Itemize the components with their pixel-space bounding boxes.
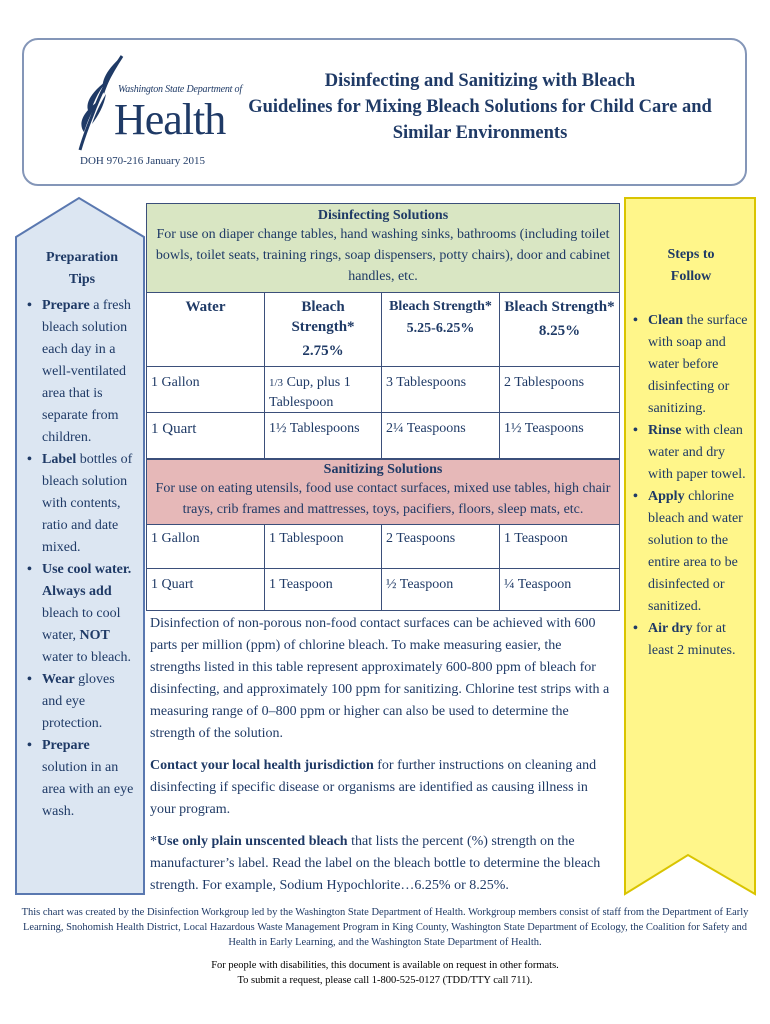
sanitizing-section-header	[146, 459, 620, 525]
list-item: • Air dry for at least 2 minutes.	[633, 621, 736, 658]
unscented-paragraph: *Use only plain unscented bleach that lists the percent (%) strength on the manufacturer’s label. Read the label on the bleach bottle to determine the bleach strength. For example, Sodium Hypochlorite…6.25% or 8.25%.	[150, 834, 601, 893]
title-line-2: Guidelines for Mixing Bleach Solutions for Child Care and	[248, 97, 712, 117]
dose-cell: 1 Teaspoon	[265, 569, 382, 610]
dose-cell: 1/3 Cup, plus 1 Tablespoon	[265, 367, 382, 412]
list-item: • Wear gloves and eye protection.	[27, 672, 115, 731]
sanitizing-description: For use on eating utensils, food use contact surfaces, mixed use tables, high chair trays, crib frames and mattresses, toys, pacifiers, floors, sleep mats, etc.	[155, 481, 611, 517]
header-strength-825: Bleach Strength* 8.25%	[504, 299, 615, 339]
list-item: • Rinse with clean water and dry with paper towel.	[633, 423, 746, 482]
preparation-heading: Preparation	[45, 250, 119, 265]
title-line-3: Similar Environments	[392, 123, 568, 143]
dose-cell: 2¼ Teaspoons	[382, 413, 500, 458]
water-gallon: 1 Gallon	[147, 525, 265, 568]
header-strength-525: Bleach Strength* 5.25-6.25%	[382, 293, 500, 366]
dose-cell: 1½ Tablespoons	[265, 413, 382, 458]
document-id: DOH 970-216 January 2015	[80, 155, 205, 167]
follow-heading: Follow	[670, 269, 712, 284]
contact-paragraph: Contact your local health jurisdiction for further instructions on cleaning and disinfecting if specific disease or organisms are identified as causing illness in your program.	[150, 758, 597, 817]
disinfecting-description: For use on diaper change tables, hand washing sinks, bathrooms (including toilet bowls, toilet seats, training rings, soap dispensers, potty chairs), door and cabinet handles, etc.	[155, 227, 611, 284]
ppm-paragraph: Disinfection of non-porous non-food contact surfaces can be achieved with 600 parts per million (ppm) of chlorine bleach. To make measuring easier, the strengths listed in this table represent approximately 600-800 ppm of bleach for disinfecting, and approximately 100 ppm for sanitizing. Chlorine test strips with a measuring range of 0–800 ppm or higher can also be used to determine the strength of the solution.	[150, 616, 610, 741]
header-water: Water	[147, 293, 265, 366]
dose-cell: 3 Tablespoons	[382, 367, 500, 412]
preparation-tips-list	[26, 295, 138, 823]
dose-cell: 2 Teaspoons	[382, 525, 500, 568]
page-title	[230, 68, 730, 146]
list-item: • Use cool water. Always add bleach to cool water, NOT water to bleach.	[27, 562, 132, 665]
disinfecting-section-header	[146, 203, 620, 293]
list-item: • Apply chlorine bleach and water solution to the entire area to be disinfected or sanitized.	[633, 489, 743, 614]
water-quart: 1 Quart	[147, 413, 265, 458]
steps-list	[632, 310, 750, 662]
accessibility-note: For people with disabilities, this document is available on request in other formats. To submit a request, please call 1-800-525-0127 (TDD/TTY call 711).	[211, 960, 559, 986]
tips-heading: Tips	[68, 272, 96, 287]
steps-heading: Steps to	[667, 247, 715, 262]
water-quart: 1 Quart	[147, 569, 265, 610]
dose-cell: 1 Tablespoon	[265, 525, 382, 568]
dose-cell: 2 Tablespoons	[504, 375, 585, 390]
list-item: • Prepare solution in an area with an eye wash.	[27, 738, 134, 819]
logo-health-text: Health	[114, 95, 226, 144]
title-line-1: Disinfecting and Sanitizing with Bleach	[324, 71, 636, 91]
table-row	[146, 413, 620, 459]
list-item: • Prepare a fresh bleach solution each day in a well-ventilated area that is separate from children.	[27, 298, 131, 445]
water-gallon: 1 Gallon	[147, 367, 265, 412]
dose-cell: ¼ Teaspoon	[504, 577, 572, 592]
steps-to-follow-panel	[632, 244, 750, 662]
sanitizing-title: Sanitizing Solutions	[323, 462, 443, 477]
table-header-row	[146, 293, 620, 367]
header-strength-275: Bleach Strength* 2.75%	[265, 293, 382, 366]
logo-department-text: Washington State Department of	[118, 84, 242, 95]
disinfecting-title: Disinfecting Solutions	[317, 208, 449, 223]
workgroup-credit: This chart was created by the Disinfection Workgroup led by the Washington State Department of Health. Workgroup members consist of staff from the Department of Early Learning, Snohomish Health District, Local Hazardous Waste Management Program in King County, Washington State Department of Ecology, the Coalition for Safety and Health in Early Learning, and the Washington State Department of Health.	[21, 907, 749, 948]
list-item: • Clean the surface with soap and water before disinfecting or sanitizing.	[633, 313, 748, 416]
dose-cell: 1 Teaspoon	[504, 531, 568, 546]
dose-cell: ½ Teaspoon	[382, 569, 500, 610]
dose-cell: 1½ Teaspoons	[504, 421, 584, 436]
preparation-tips-panel	[26, 247, 138, 823]
list-item: • Label bottles of bleach solution with contents, ratio and date mixed.	[27, 452, 133, 555]
table-row	[146, 367, 620, 413]
table-row	[146, 569, 620, 611]
explanatory-text	[150, 613, 610, 907]
table-row	[146, 525, 620, 569]
